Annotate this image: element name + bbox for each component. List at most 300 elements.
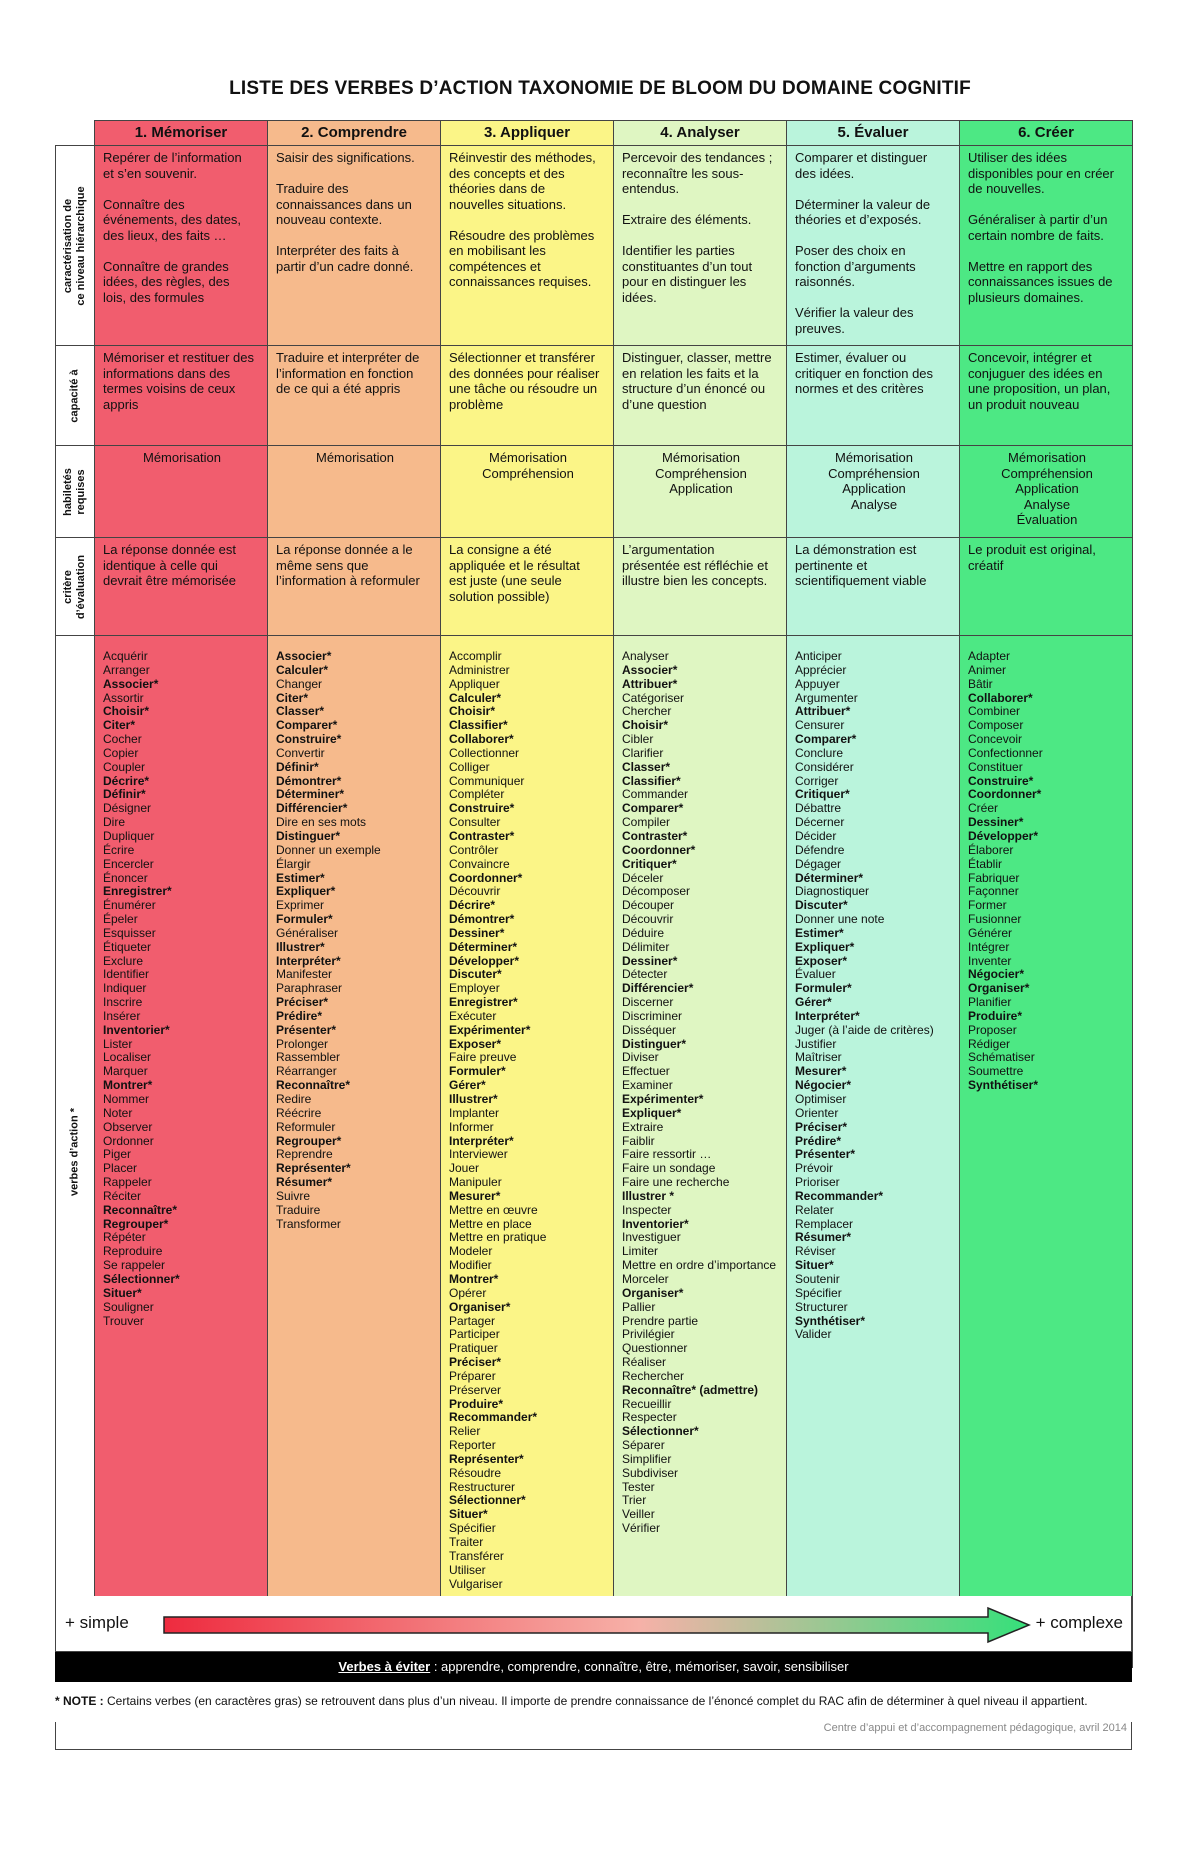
capacite-cell (787, 346, 960, 446)
cell-line: connaissances requises. (449, 274, 592, 289)
verb-item: Composer (968, 718, 1024, 733)
verb-item: Choisir* (103, 704, 150, 719)
cell-line: une proposition, un plan, (968, 381, 1111, 396)
verb-item: Exclure (103, 953, 144, 968)
verb-item: Trier (622, 1493, 647, 1508)
verb-item: Interpréter* (276, 953, 341, 968)
cell-line: plusieurs domaines. (968, 289, 1084, 305)
cell-line: constituantes d’un tout (622, 258, 753, 274)
verb-item: Restructurer (449, 1479, 516, 1494)
verb-item: Dessiner* (449, 925, 505, 940)
verb-item: Distinguer* (622, 1036, 687, 1051)
verb-item: Associer* (622, 662, 678, 677)
verb-item: Mettre en pratique (449, 1230, 547, 1245)
verb-item: Exprimer (276, 898, 325, 913)
verb-item: Utiliser (449, 1562, 486, 1577)
cell-line: nouvelles situations. (449, 196, 567, 212)
cell-line: des données pour réaliser (449, 365, 600, 381)
verb-item: Donner une note (795, 912, 885, 927)
verb-item: Encercler (103, 856, 154, 871)
verb-item: Analyser (622, 649, 669, 663)
verb-item: Diviser (622, 1050, 659, 1065)
row-label-critere: critère d’évaluation (56, 538, 95, 636)
verb-item: Spécifier (449, 1521, 496, 1536)
verb-item: Enregistrer* (103, 884, 172, 899)
cell-line: solution possible) (449, 588, 550, 604)
cell-line: La réponse donnée est (103, 542, 236, 557)
verb-item: Préciser* (449, 1355, 502, 1370)
cell-line: partir d’un cadre donné. (276, 258, 414, 274)
cell-line: conjuguer des idées en (968, 365, 1103, 381)
cell-line: Déterminer la valeur de (795, 196, 931, 212)
cell-line: et s’en souvenir. (103, 165, 197, 181)
verb-item: Gérer* (449, 1078, 486, 1093)
verb-item: Décrire* (449, 898, 496, 913)
verb-item: Coupler (103, 759, 146, 774)
row-critere (56, 538, 1133, 636)
header-row (56, 121, 1133, 146)
cell-line: Connaître de grandes (103, 258, 229, 274)
verb-item: Compiler (622, 815, 671, 830)
cell-line: Application (842, 481, 906, 496)
verb-item: Faire une recherche (622, 1175, 730, 1190)
verb-item: Détecter (622, 967, 668, 982)
verb-item: Expliquer* (622, 1105, 682, 1120)
verb-item: Juger (à l’aide de critères) (795, 1022, 934, 1037)
verb-item: Faiblir (622, 1133, 655, 1148)
cell-line: Mettre en rapport des (968, 258, 1093, 274)
verb-item: Changer (276, 676, 323, 691)
verb-item: Tester (622, 1479, 655, 1494)
verb-item: Maîtriser (795, 1050, 842, 1065)
verb-item: Élaborer (968, 842, 1014, 857)
verb-item: Exposer* (795, 953, 848, 968)
verb-item: Se rappeler (103, 1258, 166, 1273)
verb-item: Discriminer (622, 1008, 682, 1023)
avoid-label: Verbes à éviter (338, 1659, 431, 1674)
verb-item: Préciser* (795, 1119, 848, 1134)
cell-line: devrait être mémorisée (103, 573, 236, 588)
cell-line: Compréhension (1001, 465, 1093, 481)
verb-item: Confectionner (968, 745, 1043, 760)
verb-item: Prendre partie (622, 1313, 699, 1328)
verb-item: Informer (449, 1119, 494, 1134)
verbs-cell (95, 636, 268, 1668)
verb-item: Comparer* (622, 801, 684, 816)
critere-cell (268, 538, 441, 636)
cell-line: est juste (une seule (449, 573, 562, 588)
verb-item: Rappeler (103, 1175, 152, 1190)
verb-item: Produire* (449, 1396, 504, 1411)
verb-item: Transformer (276, 1216, 341, 1231)
verb-item: Partager (449, 1313, 496, 1328)
verb-item: Coordonner* (449, 870, 523, 885)
verb-item: Prolonger (276, 1036, 329, 1051)
verb-item: Commander (622, 787, 689, 802)
cell-line: termes voisins de ceux (103, 381, 236, 396)
verb-item: Trouver (103, 1313, 144, 1328)
bloom-table (55, 120, 1133, 1668)
verb-item: Constituer (968, 759, 1023, 774)
verb-item: Accomplir (449, 649, 502, 663)
verb-item: Vulgariser (449, 1576, 503, 1591)
verb-item: Coordonner* (622, 842, 696, 857)
cell-line: appris (103, 396, 139, 412)
verb-item: Étiqueter (103, 939, 152, 954)
cell-line: théories dans de (449, 181, 546, 196)
verb-item: Appuyer (795, 676, 840, 691)
verb-item: Dessiner* (968, 815, 1024, 830)
cell-line: Mémoriser et restituer des (103, 350, 254, 365)
verb-item: Argumenter (795, 690, 858, 705)
verb-item: Sélectionner* (449, 1493, 526, 1508)
verb-item: Développer* (968, 828, 1039, 843)
verb-item: Présenter* (276, 1022, 337, 1037)
cell-line: La consigne a été (449, 542, 552, 557)
verb-item: Chercher (622, 704, 672, 719)
verb-item: Acquérir (103, 649, 148, 663)
verb-item: Répéter (103, 1230, 146, 1245)
verb-item: Recueillir (622, 1396, 672, 1411)
verb-item: Prioriser (795, 1175, 840, 1190)
verb-item: Illustrer * (622, 1188, 675, 1203)
verb-item: Décider (795, 828, 837, 843)
verbs-cell (614, 636, 787, 1668)
verb-item: Inventorier* (622, 1216, 689, 1231)
page-title: LISTE DES VERBES D’ACTION TAXONOMIE DE BLOOM DU DOMAINE COGNITIF (229, 78, 971, 99)
verb-item: Formuler* (795, 981, 852, 996)
verb-item: Inspecter (622, 1202, 672, 1217)
cell-line: Estimer, évaluer ou (795, 350, 907, 365)
verb-item: Mettre en œuvre (449, 1202, 538, 1217)
cell-line: Comparer et distinguer (795, 150, 928, 165)
cell-line: Concevoir, intégrer et (968, 350, 1092, 365)
cell-line: Compréhension (655, 465, 747, 481)
verb-item: Vérifier (622, 1521, 661, 1536)
habiletes-cell (268, 446, 441, 538)
verb-item: Construire* (276, 732, 342, 747)
verb-item: Sélectionner* (622, 1424, 699, 1439)
cell-line: un produit nouveau (968, 396, 1080, 412)
verb-item: Ordonner (103, 1133, 154, 1148)
verbs-to-avoid-banner (55, 1652, 1132, 1682)
verb-item: Mettre en ordre d’importance (622, 1258, 777, 1273)
verb-item: Réciter (103, 1188, 142, 1203)
cell-line: normes et des critères (795, 381, 924, 396)
verb-item: Cocher (103, 732, 142, 747)
verb-item: Justifier (795, 1036, 837, 1051)
verb-item: Formuler* (449, 1064, 506, 1079)
verb-item: Inventer (968, 953, 1012, 968)
verb-item: Négocier* (795, 1078, 852, 1093)
row-label-capacite: capacité à (56, 346, 95, 446)
caracterisation-cell (614, 146, 787, 346)
cell-line: des concepts et des (449, 165, 565, 181)
cell-line: entendus. (622, 181, 680, 196)
note-text: Certains verbes (en caractères gras) se retrouvent dans plus d’un niveau. Il importe de prendre connaissance de l’énoncé complet du RAC afin de déterminer à quel niveau il appartient. (103, 1694, 1088, 1708)
verb-item: Reformuler (276, 1119, 336, 1134)
cell-line: Extraire des éléments. (622, 212, 752, 227)
verb-item: Dire (103, 815, 126, 830)
verb-item: Distinguer* (276, 828, 341, 843)
verb-item: Dessiner* (622, 953, 678, 968)
verb-item: Pratiquer (449, 1341, 498, 1356)
verb-item: Investiguer (622, 1230, 681, 1245)
verb-item: Piger (103, 1147, 132, 1162)
verb-item: Différencier* (276, 801, 348, 816)
cell-line: reconnaître les sous- (622, 165, 744, 181)
column-header: 2. Comprendre (268, 121, 441, 146)
cell-line: de nouvelles. (968, 181, 1045, 196)
verb-item: Rechercher (622, 1368, 685, 1383)
verb-item: Rassembler (276, 1050, 341, 1065)
verb-item: Redire (276, 1092, 312, 1106)
capacite-cell (960, 346, 1133, 446)
verb-item: Définir* (103, 787, 146, 802)
caracterisation-cell (95, 146, 268, 346)
critere-cell (614, 538, 787, 636)
habiletes-cell (614, 446, 787, 538)
verb-item: Représenter* (276, 1161, 351, 1176)
verb-item: Résumer* (795, 1230, 852, 1245)
verb-item: Classifier* (449, 718, 508, 733)
cell-line: événements, des dates, (103, 212, 242, 227)
cell-line: Application (1015, 481, 1079, 496)
verb-item: Réaliser (622, 1355, 667, 1370)
caracterisation-cell (960, 146, 1133, 346)
cell-line: Repérer de l’information (103, 150, 242, 165)
cell-line: identique à celle qui (103, 557, 218, 573)
column-header: 1. Mémoriser (95, 121, 268, 146)
verb-item: Préserver (449, 1382, 502, 1397)
verb-item: Délimiter (622, 939, 670, 954)
verb-item: Énumérer (103, 898, 156, 913)
verb-item: Préparer (449, 1368, 496, 1383)
verb-item: Construire* (968, 773, 1034, 788)
habiletes-cell (960, 446, 1133, 538)
critere-cell (441, 538, 614, 636)
verb-item: Faire preuve (449, 1050, 517, 1065)
verb-item: Mettre en place (449, 1216, 532, 1231)
cell-line: Percevoir des tendances ; (622, 150, 773, 165)
verb-item: Relier (449, 1424, 481, 1439)
avoid-text: : apprendre, comprendre, connaître, être, mémoriser, savoir, sensibiliser (430, 1659, 849, 1674)
verb-item: Façonner (968, 884, 1019, 899)
verb-item: Regrouper* (276, 1133, 342, 1148)
verb-item: Interpréter* (449, 1133, 514, 1148)
cell-line: Généraliser à partir d’un (968, 212, 1108, 227)
cell-line: une tâche ou résoudre un (449, 381, 598, 396)
verb-item: Développer* (449, 953, 520, 968)
verb-item: Mesurer* (795, 1064, 847, 1079)
verb-item: Reproduire (103, 1244, 163, 1259)
cell-line: créatif (968, 557, 1004, 573)
verb-item: Valider (795, 1327, 832, 1342)
cell-line: Vérifier la valeur des (795, 305, 914, 320)
cell-line: raisonnés. (795, 274, 855, 289)
cell-line: Analyse (850, 496, 898, 512)
cell-line: des idées. (795, 165, 855, 181)
verb-item: Catégoriser (622, 690, 685, 705)
verb-item: Construire* (449, 801, 515, 816)
verb-item: Modifier (449, 1258, 492, 1273)
verb-item: Décomposer (622, 884, 691, 899)
caracterisation-cell (787, 146, 960, 346)
verb-item: Créer (968, 801, 999, 816)
verb-item: Souligner (103, 1299, 154, 1314)
cell-line: connaissances issues de (968, 274, 1113, 289)
verb-item: Différencier* (622, 981, 694, 996)
verb-item: Défendre (795, 842, 845, 857)
verb-item: Montrer* (449, 1271, 499, 1286)
verb-item: Arranger (103, 662, 150, 677)
cell-line: Poser des choix en (795, 243, 906, 258)
verb-item: Colliger (449, 759, 490, 774)
verb-item: Comparer* (795, 732, 857, 747)
verb-item: Paraphraser (276, 981, 343, 996)
verb-item: Recommander* (795, 1188, 884, 1203)
row-label-verbes: verbes d’action * (56, 636, 95, 1668)
verb-item: Insérer (103, 1008, 141, 1023)
verb-item: Généraliser (276, 925, 339, 940)
verb-item: Morceler (622, 1271, 669, 1286)
verb-item: Organiser* (622, 1285, 684, 1300)
verb-item: Associer* (103, 676, 159, 691)
verb-item: Manifester (276, 967, 333, 982)
verb-item: Fabriquer (968, 870, 1020, 885)
verb-item: Discerner (622, 995, 674, 1010)
cell-line: de ce qui a été appris (276, 381, 401, 396)
verb-item: Conclure (795, 745, 844, 760)
cell-line: scientifiquement viable (795, 573, 927, 588)
verb-item: Situer* (795, 1258, 834, 1273)
row-label-habiletes: habiletés requises (56, 446, 95, 538)
verb-item: Estimer* (795, 925, 844, 940)
verb-item: Nommer (103, 1092, 150, 1106)
verb-item: Cibler (622, 732, 654, 747)
cell-line: problème (449, 396, 504, 412)
verb-item: Critiquer* (795, 787, 850, 802)
cell-line: l’information à reformuler (276, 573, 420, 588)
capacite-cell (441, 346, 614, 446)
scale-right-label: + complexe (1035, 1613, 1123, 1632)
cell-line: d’une question (622, 396, 707, 412)
verb-item: Remplacer (795, 1216, 854, 1231)
cell-line: Utiliser des idées (968, 150, 1067, 165)
verb-item: Limiter (622, 1244, 659, 1259)
verb-item: Désigner (103, 801, 152, 816)
verb-item: Contraster* (622, 828, 688, 843)
complexity-scale (55, 1596, 1132, 1652)
verb-item: Débattre (795, 801, 842, 816)
verb-item: Effectuer (622, 1064, 670, 1079)
verb-item: Lister (103, 1036, 133, 1051)
cell-line: Application (669, 481, 733, 496)
verb-item: Négocier* (968, 967, 1025, 982)
verb-item: Exposer* (449, 1036, 502, 1051)
verb-item: Découvrir (449, 884, 501, 899)
verb-item: Recommander* (449, 1410, 538, 1425)
verb-item: Opérer (449, 1285, 487, 1300)
capacite-cell (614, 346, 787, 446)
credit-box (55, 1722, 1132, 1750)
critere-cell (95, 538, 268, 636)
verb-item: Reconnaître* (103, 1202, 178, 1217)
verb-item: Disséquer (622, 1022, 677, 1037)
verb-item: Intégrer (968, 939, 1010, 954)
cell-line: Réinvestir des méthodes, (449, 150, 596, 165)
verb-item: Traduire (276, 1202, 321, 1217)
cell-line: des lieux, des faits … (103, 227, 227, 243)
cell-line: présentée est réfléchie et (622, 557, 768, 573)
verb-item: Convertir (276, 745, 325, 760)
verb-item: Schématiser (968, 1050, 1035, 1065)
verb-item: Observer (103, 1119, 153, 1134)
cell-line: Mémorisation (488, 450, 568, 465)
verb-item: Convaincre (449, 856, 510, 871)
verb-item: Attribuer* (795, 704, 851, 719)
capacite-cell (95, 346, 268, 446)
verb-item: Synthétiser* (968, 1078, 1039, 1093)
column-header: 5. Évaluer (787, 121, 960, 146)
verb-item: Reconnaître* (admettre) (622, 1382, 759, 1397)
verb-item: Pallier (622, 1299, 656, 1314)
row-caracterisation (56, 146, 1133, 346)
verb-item: Déterminer* (449, 939, 518, 954)
verb-item: Contrôler (449, 842, 499, 857)
verb-item: Citer* (103, 718, 136, 733)
verb-item: Élargir (276, 856, 311, 871)
column-header: 4. Analyser (614, 121, 787, 146)
verb-item: Appliquer (449, 676, 500, 691)
verb-item: Reconnaître* (276, 1078, 351, 1093)
verb-item: Déterminer* (276, 787, 345, 802)
verb-item: Découvrir (622, 912, 674, 927)
verb-item: Classer* (276, 704, 325, 719)
verb-item: Illustrer* (276, 939, 325, 954)
verb-item: Interviewer (449, 1147, 508, 1162)
cell-line: La démonstration est (795, 542, 917, 557)
verb-item: Situer* (449, 1507, 488, 1522)
verb-item: Écrire (103, 842, 135, 857)
verb-item: Gérer* (795, 995, 832, 1010)
verb-item: Dégager (795, 856, 842, 871)
cell-line: preuves. (795, 320, 845, 336)
cell-line: Sélectionner et transférer (449, 350, 595, 365)
verb-item: Faire un sondage (622, 1161, 716, 1176)
verb-item: Subdiviser (622, 1465, 679, 1480)
cell-line: critiquer en fonction des (795, 365, 934, 381)
verb-item: Prévoir (795, 1161, 834, 1176)
caracterisation-cell (441, 146, 614, 346)
verb-item: Copier (103, 745, 139, 760)
cell-line: lois, des formules (103, 289, 205, 305)
verb-item: Concevoir (968, 732, 1023, 747)
verb-item: Inscrire (103, 995, 143, 1010)
cell-line: en relation les faits et la (622, 365, 759, 381)
verb-item: Formuler* (276, 912, 333, 927)
verb-item: Contraster* (449, 828, 515, 843)
verb-item: Décrire* (103, 773, 150, 788)
gradient-arrow-icon (162, 1605, 1032, 1645)
verb-item: Jouer (449, 1161, 480, 1176)
verb-item: Soumettre (968, 1064, 1024, 1079)
verb-item: Classer* (622, 759, 671, 774)
verb-item: Bâtir (968, 676, 993, 691)
verb-item: Transférer (449, 1548, 504, 1563)
cell-line: théories et d’exposés. (795, 212, 922, 227)
verb-item: Expérimenter* (449, 1022, 531, 1037)
